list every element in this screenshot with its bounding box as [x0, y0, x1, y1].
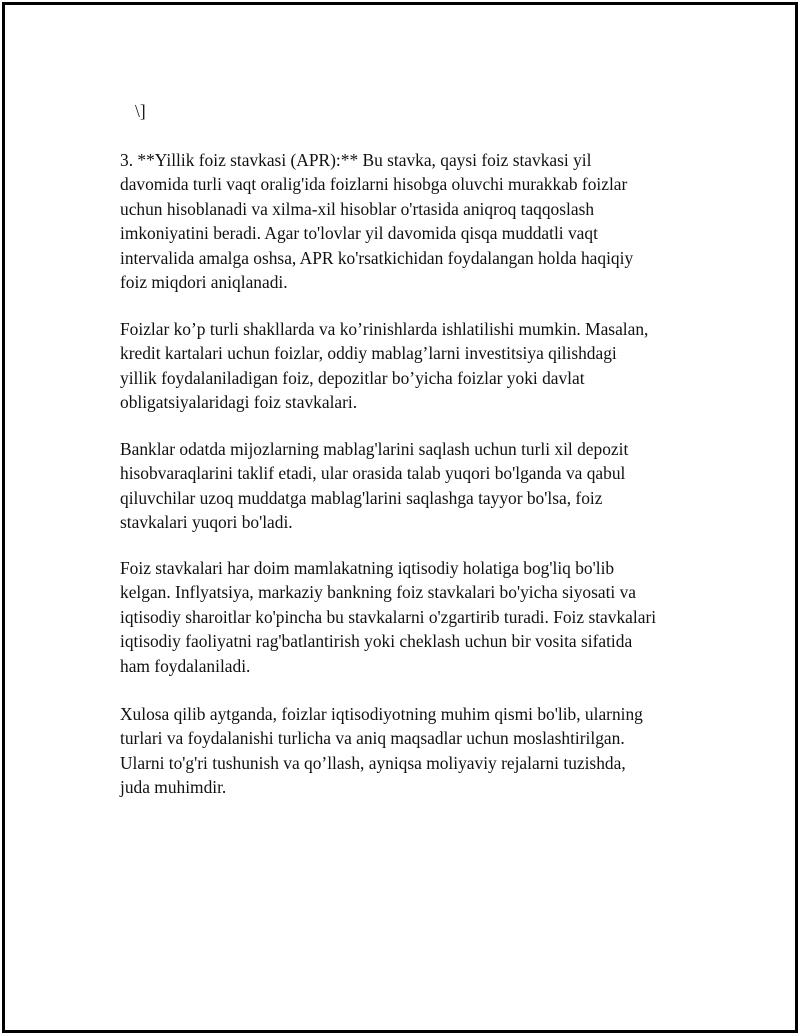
paragraph-line: qiluvchilar uzoq muddatga mablag'larini saqlashga tayyor bo'lsa, foiz — [120, 487, 603, 508]
paragraph-line: uchun hisoblanadi va xilma-xil hisoblar o'rtasida aniqroq taqqoslash — [120, 198, 595, 219]
paragraph-line: Foizlar ko’p turli shakllarda va ko’rinishlarda ishlatilishi mumkin. Masalan, — [120, 319, 649, 339]
paragraph-rates-economy — [120, 556, 700, 678]
paragraph-line: foiz miqdori aniqlanadi. — [120, 272, 288, 293]
document-page — [2, 2, 798, 1033]
paragraph-line: Xulosa qilib aytganda, foizlar iqtisodiyotning muhim qismi bo'lib, ularning — [120, 704, 643, 724]
paragraph-line: kelgan. Inflyatsiya, markaziy bankning foiz stavkalari bo'yicha siyosati va — [120, 582, 636, 603]
paragraph-line: Ularni to'g'ri tushunish va qo’llash, ayniqsa moliyaviy rejalarni tuzishda, — [120, 752, 626, 773]
paragraph-apr — [120, 148, 700, 294]
paragraph-banks — [120, 437, 700, 535]
paragraph-line: imkoniyatini beradi. Agar to'lovlar yil davomida qisqa muddatli vaqt — [120, 223, 598, 244]
paragraph-conclusion — [120, 702, 700, 800]
paragraph-line: yillik foydalaniladigan foiz, depozitlar bo’yicha foizlar yoki davlat — [120, 367, 585, 388]
paragraph-line: 3. **Yillik foiz stavkasi (APR):** Bu stavka, qaysi foiz stavkasi yil — [120, 150, 592, 170]
paragraph-interest-forms — [120, 317, 700, 415]
paragraph-line: ham foydalaniladi. — [120, 655, 251, 676]
paragraph-line: iqtisodiy faoliyatni rag'batlantirish yoki cheklash uchun bir vosita sifatida — [120, 631, 633, 652]
paragraph-line: obligatsiyalaridagi foiz stavkalari. — [120, 392, 358, 413]
paragraph-line: Banklar odatda mijozlarning mablag'larini saqlash uchun turli xil depozit — [120, 439, 629, 459]
paragraph-line: davomida turli vaqt oralig'ida foizlarni hisobga oluvchi murakkab foizlar — [120, 174, 628, 195]
paragraph-line: iqtisodiy sharoitlar ko'pincha bu stavkalarni o'zgartirib turadi. Foiz stavkalari — [120, 606, 657, 627]
paragraph-line: hisobvaraqlarini taklif etadi, ular orasida talab yuqori bo'lganda va qabul — [120, 463, 626, 484]
stray-text: \] — [135, 101, 146, 121]
paragraph-line: intervalida amalga oshsa, APR ko'rsatkichidan foydalangan holda haqiqiy — [120, 247, 634, 268]
paragraph-line: Foiz stavkalari har doim mamlakatning iqtisodiy holatiga bog'liq bo'lib — [120, 558, 615, 578]
paragraph-line: kredit kartalari uchun foizlar, oddiy mablag’larni investitsiya qilishdagi — [120, 343, 617, 364]
paragraph-line: turlari va foydalanishi turlicha va aniq maqsadlar uchun moslashtirilgan. — [120, 728, 625, 749]
paragraph-line: juda muhimdir. — [120, 777, 227, 798]
paragraph-line: stavkalari yuqori bo'ladi. — [120, 512, 293, 533]
